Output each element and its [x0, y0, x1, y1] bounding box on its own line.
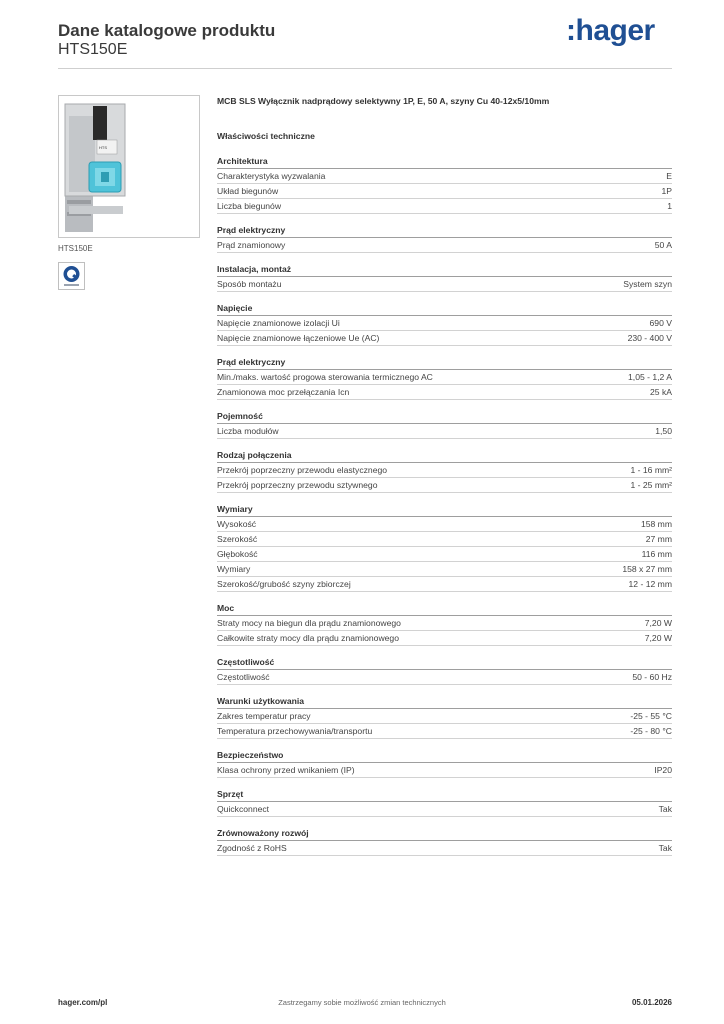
spec-row — [217, 277, 672, 292]
spec-value: System szyn — [623, 279, 672, 289]
spec-row — [217, 562, 672, 577]
spec-row — [217, 424, 672, 439]
spec-label: Układ biegunów — [217, 186, 279, 196]
spec-value: 1 - 16 mm² — [630, 465, 672, 475]
spec-label: Przekrój poprzeczny przewodu sztywnego — [217, 480, 378, 490]
spec-label: Zakres temperatur pracy — [217, 711, 311, 721]
spec-value: 116 mm — [641, 549, 672, 559]
spec-label: Napięcie znamionowe izolacji Ui — [217, 318, 340, 328]
section-title: Architektura — [217, 154, 672, 169]
spec-row — [217, 184, 672, 199]
section-title: Moc — [217, 601, 672, 616]
spec-label: Przekrój poprzeczny przewodu elastycznego — [217, 465, 388, 475]
spec-value: 27 mm — [645, 534, 672, 544]
spec-section — [217, 826, 672, 856]
spec-label: Częstotliwość — [217, 672, 270, 682]
spec-label: Zgodność z RoHS — [217, 843, 287, 853]
spec-section — [217, 502, 672, 592]
footer-notice: Zastrzegamy sobie możliwość zmian technicznych — [278, 998, 446, 1007]
spec-row — [217, 724, 672, 739]
spec-label: Klasa ochrony przed wnikaniem (IP) — [217, 765, 355, 775]
spec-row — [217, 199, 672, 214]
spec-value: 690 V — [649, 318, 672, 328]
spec-row — [217, 478, 672, 493]
spec-row — [217, 547, 672, 562]
spec-value: Tak — [658, 804, 672, 814]
spec-label: Głębokość — [217, 549, 258, 559]
spec-label: Liczba modułów — [217, 426, 279, 436]
spec-value: -25 - 80 °C — [630, 726, 672, 736]
spec-value: 230 - 400 V — [627, 333, 672, 343]
spec-label: Szerokość/grubość szyny zbiorczej — [217, 579, 351, 589]
header-divider — [58, 68, 672, 69]
section-title: Napięcie — [217, 301, 672, 316]
spec-section — [217, 301, 672, 346]
spec-section — [217, 154, 672, 214]
spec-value: 7,20 W — [644, 633, 672, 643]
specs-table — [217, 154, 672, 856]
product-description: MCB SLS Wyłącznik nadprądowy selektywny 1P, E, 50 A, szyny Cu 40-12x5/10mm — [217, 96, 550, 106]
spec-label: Całkowite straty mocy dla prądu znamionowego — [217, 633, 399, 643]
spec-row — [217, 577, 672, 592]
spec-row — [217, 331, 672, 346]
spec-section — [217, 409, 672, 439]
breaker-illustration — [59, 96, 199, 237]
section-title: Rodzaj połączenia — [217, 448, 672, 463]
section-title: Sprzęt — [217, 787, 672, 802]
spec-value: 158 mm — [640, 519, 672, 529]
spec-label: Liczba biegunów — [217, 201, 282, 211]
spec-section — [217, 223, 672, 253]
section-title: Prąd elektryczny — [217, 223, 672, 238]
technical-properties-title: Właściwości techniczne — [217, 131, 315, 141]
spec-section — [217, 694, 672, 739]
spec-label: Temperatura przechowywania/transportu — [217, 726, 373, 736]
spec-row — [217, 532, 672, 547]
section-title: Warunki użytkowania — [217, 694, 672, 709]
spec-label: Sposób montażu — [217, 279, 282, 289]
section-title: Bezpieczeństwo — [217, 748, 672, 763]
section-title: Prąd elektryczny — [217, 355, 672, 370]
quickconnect-icon — [59, 263, 84, 289]
spec-value: IP20 — [654, 765, 672, 775]
section-title: Zrównoważony rozwój — [217, 826, 672, 841]
spec-value: E — [666, 171, 672, 181]
spec-row — [217, 670, 672, 685]
spec-row — [217, 616, 672, 631]
footer-website[interactable]: hager.com/pl — [58, 998, 108, 1007]
spec-value: 50 - 60 Hz — [632, 672, 672, 682]
quickconnect-logo — [58, 262, 85, 290]
spec-label: Wymiary — [217, 564, 251, 574]
spec-row — [217, 802, 672, 817]
product-code-heading: HTS150E — [58, 41, 128, 58]
product-image — [58, 95, 200, 238]
spec-value: 158 x 27 mm — [622, 564, 672, 574]
spec-label: Prąd znamionowy — [217, 240, 286, 250]
spec-label: Min./maks. wartość progowa sterowania termicznego AC — [217, 372, 433, 382]
device-label: HTS — [99, 145, 107, 150]
spec-value: 1 — [667, 201, 672, 211]
footer-date: 05.01.2026 — [631, 998, 672, 1007]
spec-section — [217, 355, 672, 400]
spec-section — [217, 655, 672, 685]
spec-value: Tak — [658, 843, 672, 853]
spec-row — [217, 316, 672, 331]
spec-label: Szerokość — [217, 534, 258, 544]
hager-logo: :hager — [566, 14, 655, 47]
section-title: Wymiary — [217, 502, 672, 517]
spec-value: 1 - 25 mm² — [630, 480, 672, 490]
spec-value: 50 A — [654, 240, 672, 250]
spec-row — [217, 709, 672, 724]
spec-row — [217, 385, 672, 400]
section-title: Pojemność — [217, 409, 672, 424]
spec-row — [217, 169, 672, 184]
spec-label: Charakterystyka wyzwalania — [217, 171, 326, 181]
spec-row — [217, 463, 672, 478]
spec-row — [217, 370, 672, 385]
section-title: Częstotliwość — [217, 655, 672, 670]
spec-label: Quickconnect — [217, 804, 270, 814]
spec-value: 25 kA — [650, 387, 672, 397]
spec-label: Straty mocy na biegun dla prądu znamionowego — [217, 618, 401, 628]
section-title: Instalacja, montaż — [217, 262, 672, 277]
spec-label: Wysokość — [217, 519, 257, 529]
spec-row — [217, 763, 672, 778]
spec-label: Napięcie znamionowe łączeniowe Ue (AC) — [217, 333, 380, 343]
spec-value: 1,50 — [655, 426, 672, 436]
spec-section — [217, 262, 672, 292]
product-image-caption: HTS150E — [58, 244, 93, 253]
spec-value: 1,05 - 1,2 A — [628, 372, 672, 382]
spec-row — [217, 841, 672, 856]
spec-value: -25 - 55 °C — [630, 711, 672, 721]
spec-row — [217, 631, 672, 646]
spec-row — [217, 238, 672, 253]
spec-value: 1P — [661, 186, 672, 196]
spec-value: 7,20 W — [644, 618, 672, 628]
spec-row — [217, 517, 672, 532]
spec-section — [217, 787, 672, 817]
page-title: Dane katalogowe produktu — [58, 21, 276, 40]
spec-value: 12 - 12 mm — [628, 579, 672, 589]
spec-label: Znamionowa moc przełączania Icn — [217, 387, 350, 397]
spec-section — [217, 448, 672, 493]
spec-section — [217, 748, 672, 778]
spec-section — [217, 601, 672, 646]
